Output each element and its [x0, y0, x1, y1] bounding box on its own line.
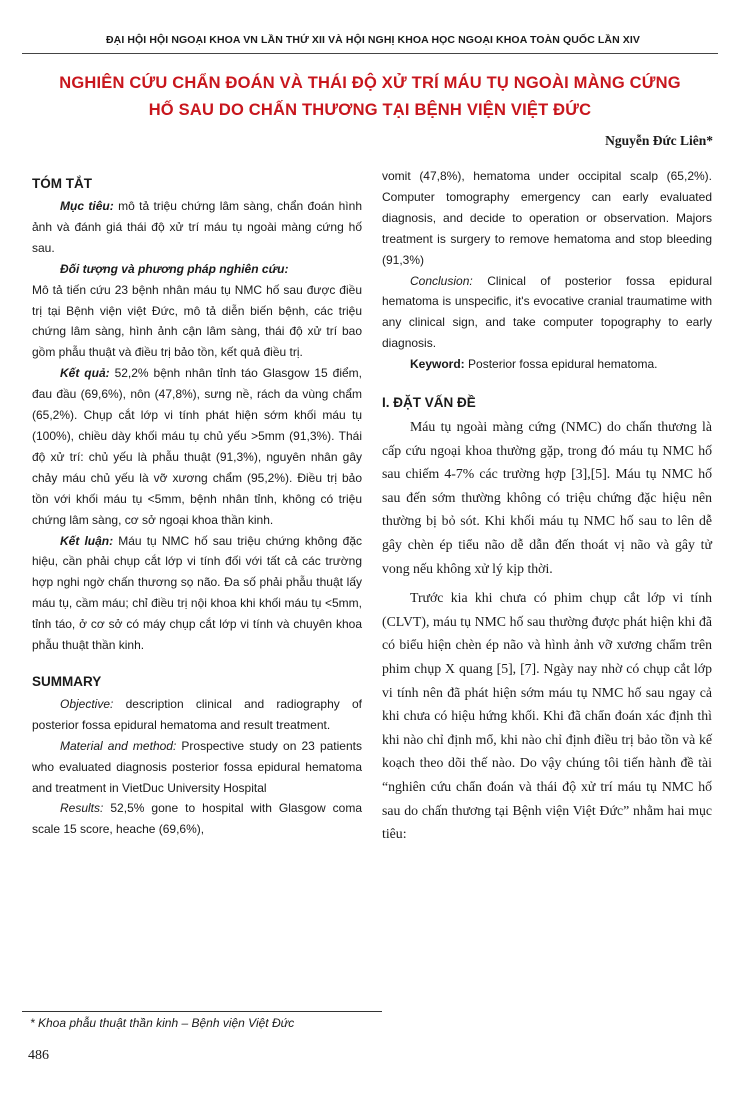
footnote-rule: [22, 1011, 382, 1012]
abstract-methods: Mô tả tiến cứu 23 bệnh nhân máu tụ NMC hố sau được điều trị tại Bệnh viện việt Đức, mô tả diễn biến bệnh, các triệu chứng lâm sàng, hình ảnh cận lâm sàng, thái độ xử trí bao gồm phẫu thuật và điều trị bảo tồn, kết quả điều trị.: [32, 282, 362, 360]
conclusion-text: Máu tụ NMC hố sau triệu chứng không đặc hiệu, cần phải chụp cắt lớp vi tính đối với tất cả các trường hợp nghi ngờ chấn thương sọ não. Đa số phải phẫu thuật lấy máu tụ, cầm máu; chỉ điều trị nội khoa khi khối máu tụ <5mm, tỉnh táo, ở cơ sở có máy chụp cắt lớp vi tính và chuyên khoa phẫu thuật thần kinh.: [32, 533, 362, 653]
methods-label: Đối tượng và phương pháp nghiên cứu:: [60, 261, 289, 276]
keyword-text: Posterior fossa epidural hematoma.: [464, 357, 658, 372]
summary-heading: SUMMARY: [32, 673, 102, 689]
objective-label: Mục tiêu:: [60, 199, 114, 213]
summary-objective-text: description clinical and radiography of posterior fossa epidural hematoma and result treatment.: [32, 696, 362, 732]
summary-results-part1: [32, 798, 362, 840]
running-header: ĐẠI HỘI HỘI NGOẠI KHOA VN LẦN THỨ XII VÀ HỘI NGHỊ KHOA HỌC NGOẠI KHOA TOÀN QUỐC LẦN XIV: [105, 34, 641, 46]
page-number: 486: [28, 1048, 49, 1063]
results-text: 52,2% bệnh nhân tỉnh táo Glasgow 15 điểm, đau đầu (69,6%), nôn (47,8%), sưng nề, rách da vùng chẩm (65,2%). Chụp cắt lớp vi tính phát hiện sớm khối máu tụ (100%), chiều dày khối máu tụ chủ yếu >5mm (91,3%). Thái độ xử trí: chủ yếu là phẫu thuật (91,3%), nguyên nhân gây chảy máu chủ yếu là vỡ xương chẩm (95,2%). Điều trị bảo tồn với khối máu tụ <5mm, bệnh nhân tỉnh, không có triệu chứng lâm sàng, cơ sở ngoại khoa thần kinh.: [32, 366, 363, 527]
abstract-objective: [32, 196, 362, 259]
summary-objective-label: Objective:: [60, 696, 114, 711]
footnote: * Khoa phẫu thuật thần kinh – Bệnh viện Việt Đức: [30, 1016, 295, 1030]
section-1-paragraph-2: Trước kia khi chưa có phim chụp cắt lớp vi tính (CLVT), máu tụ NMC hố sau thường được phát hiện khi đã có biểu hiện chèn ép não và hình ảnh vỡ xương chẩm trên phim chụp X quang [5], [7]. Ngày nay nhờ có chụp cắt lớp vi tính nên đã phát hiện sớm máu tụ NMC hố sau ngay cả khi chưa có hiệu hứng khối. Khi đã chẩn đoán xác định thì khi nào chỉ định mổ, khi nào chỉ định điều trị bảo tồn và kế koạch theo dõi thế nào. Do vậy chúng tôi tiến hành đề tài “nghiên cứu chẩn đoán và thái độ xử trí máu tụ NMC hố sau do chấn thương tại Bệnh viện Việt Đức” nhằm hai mục tiêu:: [382, 590, 712, 842]
objective-text: mô tả triệu chứng lâm sàng, chẩn đoán hình ảnh và đánh giá thái độ xử trí máu tụ ngoài màng cứng hố sau.: [32, 199, 362, 255]
article-title: [40, 70, 700, 124]
title-line-2: HỐ SAU DO CHẤN THƯƠNG TẠI BỆNH VIỆN VIỆT ĐỨC: [148, 101, 592, 119]
section-1-heading: I. ĐẶT VẤN ĐỀ: [382, 395, 476, 411]
abstract-heading: TÓM TẮT: [32, 176, 92, 191]
summary-conclusion-label: Conclusion:: [410, 273, 473, 288]
abstract-methods-label: [32, 259, 362, 280]
section-1-paragraph-1: Máu tụ ngoài màng cứng (NMC) do chấn thương là cấp cứu ngoại khoa thường gặp, trong đó máu tụ NMC hố sau chiếm 4-7% các trường hợp [3],[5]. Máu tụ NMC hố sau đến sớm thường không có triệu chứng đặc hiệu nên thường bị bỏ sót. Khi khối máu tụ NMC hố sau to lên dễ gây chèn ép tiểu não dễ dẫn đến thoát vị não và gây tử vong nếu không xử lý kịp thời.: [382, 419, 712, 576]
summary-results-text-left: 52,5% gone to hospital with Glasgow coma scale 15 score, heache (69,6%),: [32, 801, 362, 837]
summary-methods-label: Material and method:: [60, 738, 177, 753]
summary-conclusion-text: Clinical of posterior fossa epidural hematoma is unspecific, it's evocative cranial traumatime with any clinical sign, and take computer topography to early diagnosis.: [382, 273, 712, 351]
left-column: [32, 166, 362, 840]
right-column: [382, 166, 712, 846]
author-name: Nguyễn Đức Liên*: [605, 133, 713, 148]
keyword-label: Keyword:: [410, 357, 465, 372]
summary-keyword: [382, 354, 712, 375]
summary-methods: [32, 736, 362, 799]
abstract-results: [32, 363, 362, 530]
abstract-conclusion: [32, 531, 362, 656]
summary-methods-text: Prospective study on 23 patients who evaluated diagnosis posterior fossa epidural hematoma and treatment in VietDuc University Hospital: [32, 738, 362, 795]
title-line-1: NGHIÊN CỨU CHẨN ĐOÁN VÀ THÁI ĐỘ XỬ TRÍ MÁU TỤ NGOÀI MÀNG CỨNG: [59, 74, 681, 92]
header-rule: [22, 53, 718, 54]
conclusion-label: Kết luận:: [60, 533, 114, 548]
summary-objective: [32, 694, 362, 736]
summary-results-part2: vomit (47,8%), hematoma under occipital scalp (65,2%). Computer tomography emergency can early evaluated diagnosis, and decide to operation or observation. Majors treatment is surgery to remove hematoma and stop bleeding (91,3%): [382, 169, 712, 267]
summary-results-label: Results:: [60, 801, 104, 816]
summary-conclusion: [382, 271, 712, 355]
results-label: Kết quả:: [60, 366, 110, 381]
